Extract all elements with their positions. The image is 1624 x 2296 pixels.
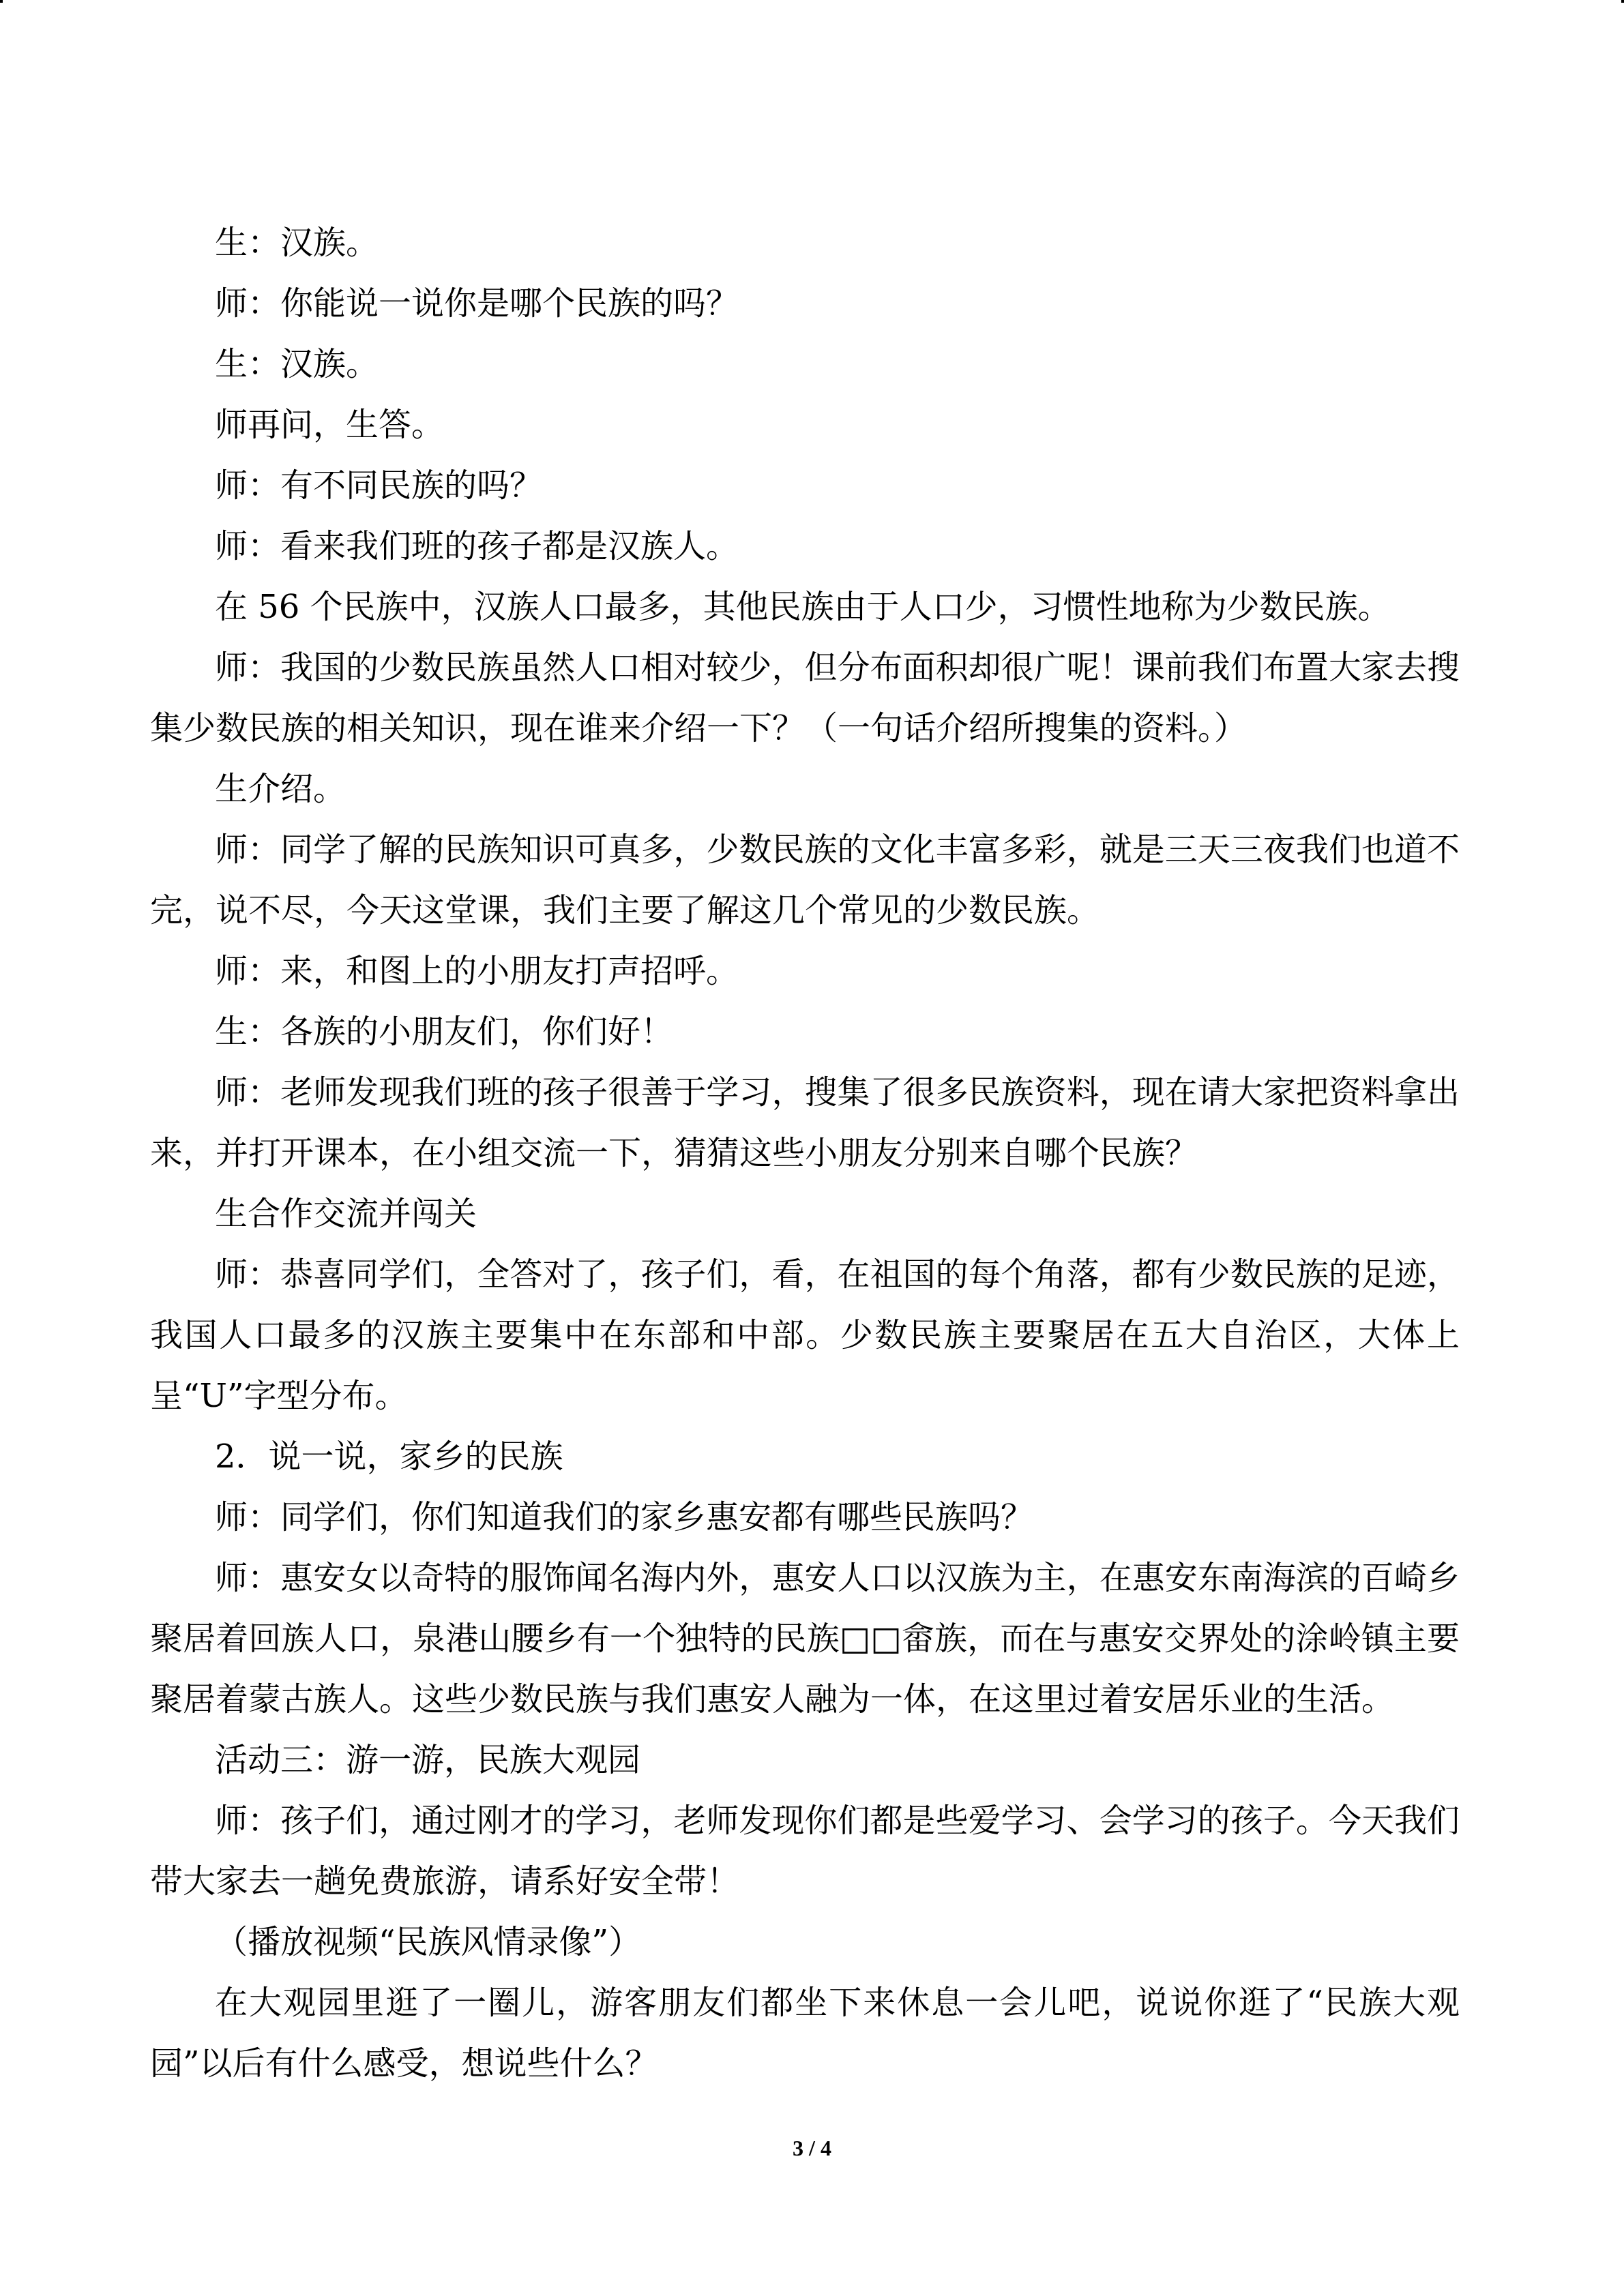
corner-mark <box>0 0 3 3</box>
paragraph: 师：我国的少数民族虽然人口相对较少，但分布面积却很广呢！课前我们布置大家去搜集少数民族的相关知识，现在谁来介绍一下？（一句话介绍所搜集的资料。） <box>150 648 1460 747</box>
paragraph: 师：老师发现我们班的孩子很善于学习，搜集了很多民族资料，现在请大家把资料拿出来，并打开课本，在小组交流一下，猜猜这些小朋友分别来自哪个民族？ <box>150 1073 1460 1172</box>
paragraph: 师：看来我们班的孩子都是汉族人。 <box>215 527 739 565</box>
document-body <box>150 213 1460 2094</box>
paragraph: 生：汉族。 <box>215 224 379 262</box>
section-heading: 活动三：游一游，民族大观园 <box>215 1741 641 1779</box>
paragraph: 师：同学们，你们知道我们的家乡惠安都有哪些民族吗？ <box>215 1498 1034 1536</box>
paragraph: 生：汉族。 <box>215 345 379 383</box>
paragraph: 生：各族的小朋友们，你们好！ <box>215 1013 674 1051</box>
paragraph: 生合作交流并闯关 <box>215 1195 477 1233</box>
paragraph: 生介绍。 <box>215 770 346 808</box>
paragraph: 在大观园里逛了一圈儿，游客朋友们都坐下来休息一会儿吧，说说你逛了“民族大观园”以后有什么感受，想说些什么？ <box>150 1984 1460 2083</box>
paragraph: 师：你能说一说你是哪个民族的吗？ <box>215 284 739 323</box>
paragraph: 师再问，生答。 <box>215 406 445 444</box>
paragraph: 师：孩子们，通过刚才的学习，老师发现你们都是些爱学习、会学习的孩子。今天我们带大家去一趟免费旅游，请系好安全带！ <box>150 1802 1460 1900</box>
paragraph: 在 56 个民族中，汉族人口最多，其他民族由于人口少，习惯性地称为少数民族。 <box>215 588 1391 626</box>
paragraph: 师：同学了解的民族知识可真多，少数民族的文化丰富多彩，就是三天三夜我们也道不完，说不尽，今天这堂课，我们主要了解这几个常见的少数民族。 <box>150 831 1460 929</box>
paragraph: 师：有不同民族的吗？ <box>215 466 543 505</box>
paragraph: 师：恭喜同学们，全答对了，孩子们，看，在祖国的每个角落，都有少数民族的足迹，我国人口最多的汉族主要集中在东部和中部。少数民族主要聚居在五大自治区，大体上呈“U”字型分布。 <box>150 1255 1460 1415</box>
corner-mark <box>1621 0 1624 3</box>
paragraph: 师：来，和图上的小朋友打声招呼。 <box>215 952 739 990</box>
page-number: 3 / 4 <box>793 2136 831 2160</box>
section-heading: 2．说一说，家乡的民族 <box>215 1437 563 1476</box>
paragraph: （播放视频“民族风情录像”） <box>215 1923 642 1961</box>
paragraph: 师：惠安女以奇特的服饰闻名海内外，惠安人口以汉族为主，在惠安东南海滨的百崎乡聚居着回族人口，泉港山腰乡有一个独特的民族□□畲族，而在与惠安交界处的涂岭镇主要聚居着蒙古族人。这些少数民族与我们惠安人融为一体，在这里过着安居乐业的生活。 <box>150 1559 1460 1718</box>
